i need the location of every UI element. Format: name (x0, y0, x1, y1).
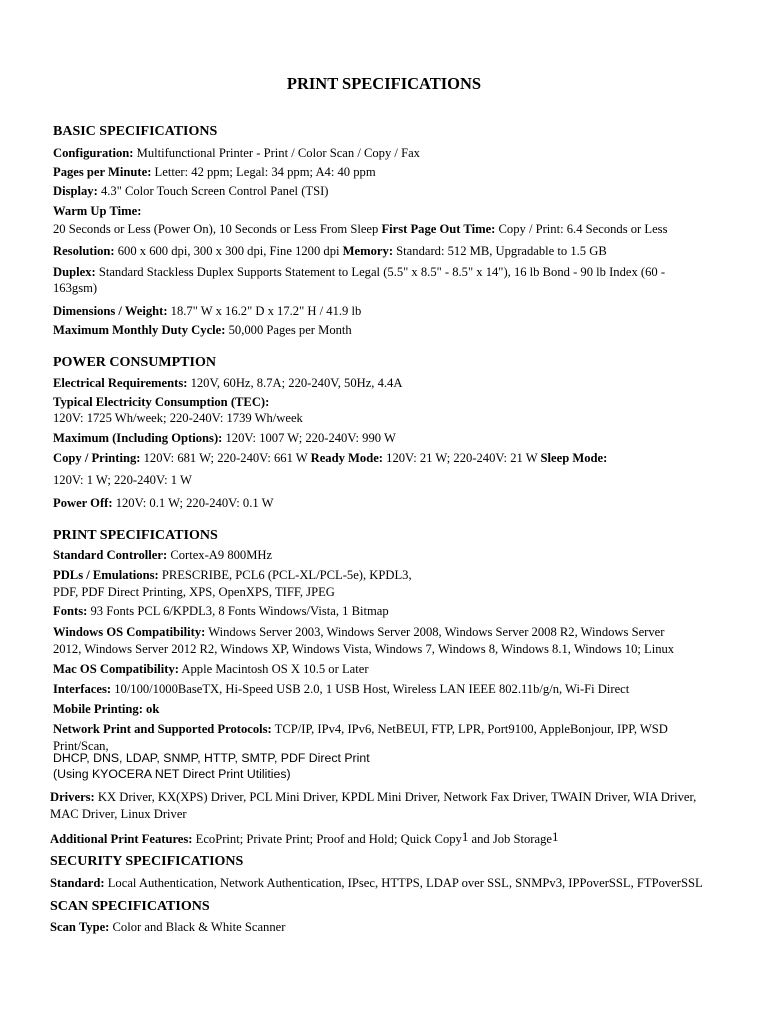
electrical-value: 120V, 60Hz, 8.7A; 220-240V, 50Hz, 4.4A (187, 376, 403, 390)
fonts-label: Fonts: (53, 604, 88, 618)
mac-os-label: Mac OS Compatibility: (53, 662, 179, 676)
interfaces-line (53, 682, 629, 697)
network-label: Network Print and Supported Protocols: (53, 722, 272, 736)
ppm-value: Letter: 42 ppm; Legal: 34 ppm; A4: 40 ppm (151, 165, 376, 179)
first-page-out-label: First Page Out Time: (381, 222, 496, 236)
display-label: Display: (53, 184, 98, 198)
sleep-mode-value: 120V: 1 W; 220-240V: 1 W (53, 473, 192, 487)
maximum-label: Maximum (Including Options): (53, 431, 223, 445)
power-off-value: 120V: 0.1 W; 220-240V: 0.1 W (112, 496, 274, 510)
network-line (53, 722, 668, 737)
duty-value: 50,000 Pages per Month (225, 323, 352, 337)
network-extra-protocols: DHCP, DNS, LDAP, SNMP, HTTP, SMTP, PDF Direct Print (53, 751, 370, 765)
fonts-value: 93 Fonts PCL 6/KPDL3, 8 Fonts Windows/Vista, 1 Bitmap (87, 604, 389, 618)
drivers-value: KX Driver, KX(XPS) Driver, PCL Mini Driver, KPDL Mini Driver, Network Fax Driver, TWAIN Driver, WIA Driver, (94, 790, 697, 804)
duplex-line-cont: 163gsm) (53, 281, 98, 295)
print-specs-heading: PRINT SPECIFICATIONS (53, 528, 218, 543)
network-value: TCP/IP, IPv4, IPv6, NetBEUI, FTP, LPR, Port9100, AppleBonjour, IPP, WSD (271, 722, 668, 736)
additional-features-value-2: and Job Storage (468, 832, 552, 846)
warmup-line (53, 222, 668, 237)
pdls-value: PRESCRIBE, PCL6 (PCL-XL/PCL-5e), KPDL3, (158, 568, 412, 582)
mobile-printing-label: Mobile Printing: ok (53, 702, 160, 716)
dimensions-value: 18.7" W x 16.2" D x 17.2" H / 41.9 lb (167, 304, 362, 318)
interfaces-label: Interfaces: (53, 682, 112, 696)
dimensions-label: Dimensions / Weight: (53, 304, 168, 318)
warmup-heading-line (53, 204, 141, 219)
ready-mode-value: 120V: 21 W; 220-240V: 21 W (383, 451, 541, 465)
scan-type-value: Color and Black & White Scanner (109, 920, 286, 934)
resolution-label: Resolution: (53, 244, 115, 258)
security-standard-label: Standard: (50, 876, 105, 890)
controller-label: Standard Controller: (53, 548, 168, 562)
tec-line (53, 395, 269, 410)
windows-os-line (53, 625, 664, 640)
warmup-value: 20 Seconds or Less (Power On), 10 Seconds or Less From Sleep (53, 222, 382, 236)
fonts-line (53, 604, 389, 619)
duplex-line (53, 265, 665, 280)
security-standard-line (50, 876, 703, 891)
resolution-line (53, 244, 607, 259)
copy-printing-value: 120V: 681 W; 220-240V: 661 W (140, 451, 311, 465)
windows-os-line-cont: 2012, Windows Server 2012 R2, Windows XP, Windows Vista, Windows 7, Windows 8, Windows 8.1, Windows 10; Linux (53, 642, 675, 656)
scan-specs-heading: SCAN SPECIFICATIONS (50, 899, 210, 914)
tec-value: 120V: 1725 Wh/week; 220-240V: 1739 Wh/week (53, 411, 303, 425)
first-page-out-value: Copy / Print: 6.4 Seconds or Less (495, 222, 668, 236)
controller-line (53, 548, 272, 563)
drivers-line (50, 790, 696, 805)
ready-mode-label: Ready Mode: (310, 451, 383, 465)
resolution-value: 600 x 600 dpi, 300 x 300 dpi, Fine 1200 dpi (114, 244, 343, 258)
power-heading: POWER CONSUMPTION (53, 355, 216, 370)
footnote-marker: 1 (551, 829, 559, 844)
document-title: PRINT SPECIFICATIONS (286, 74, 482, 93)
windows-os-value: Windows Server 2003, Windows Server 2008, Windows Server 2008 R2, Windows Server (205, 625, 665, 639)
maximum-line (53, 431, 396, 446)
interfaces-value: 10/100/1000BaseTX, Hi-Speed USB 2.0, 1 USB Host, Wireless LAN IEEE 802.11b/g/n, Wi-Fi Direct (111, 682, 630, 696)
configuration-line (53, 146, 420, 161)
additional-features-label: Additional Print Features: (50, 832, 193, 846)
duty-line (53, 323, 352, 338)
pdls-line (53, 568, 412, 583)
scan-type-label: Scan Type: (50, 920, 110, 934)
mac-os-value: Apple Macintosh OS X 10.5 or Later (178, 662, 369, 676)
scan-type-line (50, 920, 285, 935)
security-specs-heading: SECURITY SPECIFICATIONS (50, 854, 244, 869)
pdls-label: PDLs / Emulations: (53, 568, 159, 582)
copy-printing-label: Copy / Printing: (53, 451, 141, 465)
warmup-label: Warm Up Time: (53, 204, 142, 218)
power-off-line (53, 496, 273, 511)
ppm-label: Pages per Minute: (53, 165, 152, 179)
electrical-label: Electrical Requirements: (53, 376, 188, 390)
maximum-value: 120V: 1007 W; 220-240V: 990 W (222, 431, 396, 445)
mac-os-line (53, 662, 369, 677)
controller-value: Cortex-A9 800MHz (167, 548, 273, 562)
power-off-label: Power Off: (53, 496, 113, 510)
footnote-marker: 1 (461, 829, 469, 844)
electrical-line (53, 376, 402, 391)
display-value: 4.3" Color Touch Screen Control Panel (TSI) (97, 184, 329, 198)
basic-specs-heading: BASIC SPECIFICATIONS (53, 124, 218, 139)
additional-features-value: EcoPrint; Private Print; Proof and Hold; Quick Copy (192, 832, 462, 846)
memory-value: Standard: 512 MB, Upgradable to 1.5 GB (393, 244, 607, 258)
duplex-label: Duplex: (53, 265, 96, 279)
ppm-line (53, 165, 376, 180)
drivers-line-cont: MAC Driver, Linux Driver (50, 807, 187, 821)
network-line-cont: Print/Scan, (53, 739, 109, 753)
tec-label: Typical Electricity Consumption (TEC): (53, 395, 270, 409)
dimensions-line (53, 304, 361, 319)
mobile-printing-line (53, 702, 159, 717)
pdls-line-cont: PDF, PDF Direct Printing, XPS, OpenXPS, TIFF, JPEG (53, 585, 335, 599)
network-extra-note: (Using KYOCERA NET Direct Print Utilities) (53, 767, 291, 781)
configuration-label: Configuration: (53, 146, 134, 160)
configuration-value: Multifunctional Printer - Print / Color Scan / Copy / Fax (133, 146, 420, 160)
sleep-mode-label: Sleep Mode: (540, 451, 608, 465)
security-standard-value: Local Authentication, Network Authentication, IPsec, HTTPS, LDAP over SSL, SNMPv3, IPPoverSSL, FTPoverSSL (104, 876, 703, 890)
duplex-value: Standard Stackless Duplex Supports Statement to Legal (5.5" x 8.5" - 8.5" x 14"), 16 lb Bond - 90 lb Index (60 - (95, 265, 666, 279)
memory-label: Memory: (342, 244, 394, 258)
additional-features-line (50, 829, 558, 847)
display-line (53, 184, 328, 199)
windows-os-label: Windows OS Compatibility: (53, 625, 206, 639)
copy-printing-line (53, 451, 607, 466)
duty-label: Maximum Monthly Duty Cycle: (53, 323, 226, 337)
drivers-label: Drivers: (50, 790, 95, 804)
